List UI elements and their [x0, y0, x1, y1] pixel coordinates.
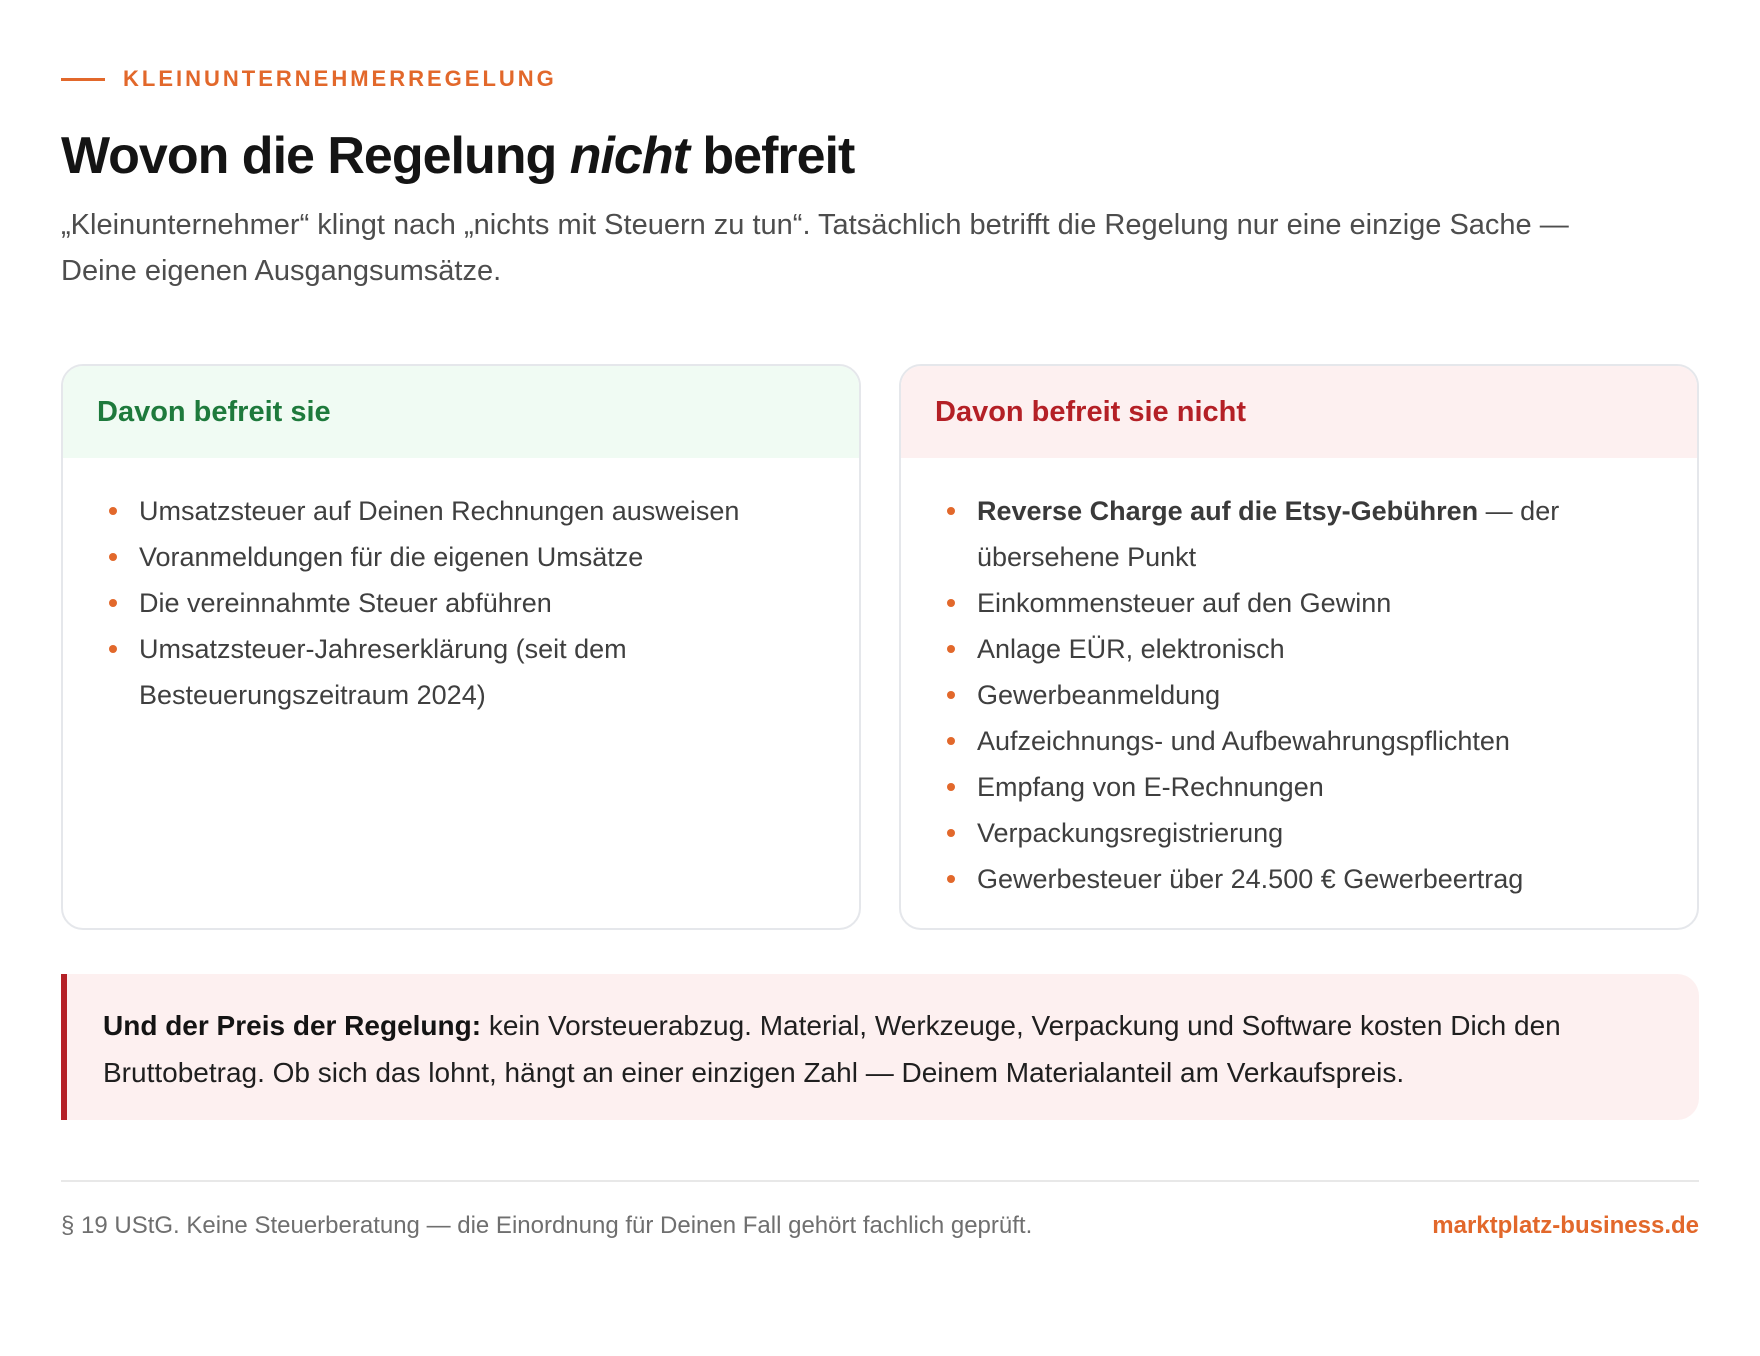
list-item [945, 764, 1657, 810]
list-item [107, 626, 819, 718]
list-item [107, 534, 819, 580]
title-emphasis: nicht [569, 127, 689, 185]
subtitle: „Kleinunternehmer“ klingt nach „nichts mit Steuern zu tun“. Tatsächlich betrifft die Regelung nur eine einzige Sache — Deine eigenen Ausgangsumsätze. [61, 209, 1569, 287]
bullet-icon [947, 737, 955, 745]
footer-brand-link[interactable]: marktplatz-business.de [1432, 1212, 1699, 1239]
list-item [945, 626, 1657, 672]
footer [61, 1212, 1699, 1240]
list-item-text: Umsatzsteuer auf Deinen Rechnungen ausweisen [139, 496, 740, 526]
comparison-cards [61, 364, 1699, 930]
callout-text: kein Vorsteuerabzug. Material, Werkzeuge, Verpackung und Software kosten Dich den Bruttobetrag. Ob sich das lohnt, hängt an einer einzigen Zahl — Deinem Materialanteil am Verkaufspreis. [103, 1010, 1561, 1088]
list-item [107, 488, 819, 534]
title-after: befreit [688, 127, 855, 185]
price-callout [61, 974, 1699, 1120]
list-item-text: Verpackungsregistrierung [977, 818, 1284, 848]
list-item [945, 810, 1657, 856]
list-item-bold: Reverse Charge auf die Etsy-Gebühren [977, 496, 1479, 526]
eyebrow-line [61, 78, 105, 81]
callout-bold: Und der Preis der Regelung: [103, 1010, 482, 1041]
bullet-icon [109, 507, 117, 515]
list-item-text: Empfang von E-Rechnungen [977, 772, 1324, 802]
card-not-exempt-list [901, 458, 1697, 902]
title-before: Wovon die Regelung [61, 127, 570, 185]
card-exempt-heading: Davon befreit sie [63, 366, 859, 458]
list-item [945, 488, 1657, 580]
bullet-icon [109, 599, 117, 607]
bullet-icon [947, 783, 955, 791]
list-item [945, 718, 1657, 764]
list-item-text: Die vereinnahmte Steuer abführen [139, 588, 552, 618]
footer-divider [61, 1180, 1699, 1182]
list-item [945, 856, 1657, 902]
eyebrow-label: KLEINUNTERNEHMERREGELUNG [123, 66, 557, 91]
list-item-text: Gewerbeanmeldung [977, 680, 1221, 710]
bullet-icon [947, 691, 955, 699]
bullet-icon [947, 507, 955, 515]
list-item-text: Einkommensteuer auf den Gewinn [977, 588, 1392, 618]
bullet-icon [109, 553, 117, 561]
card-exempt-list [63, 458, 859, 718]
list-item-text: — der übersehene Punkt [977, 496, 1560, 572]
page-title [61, 124, 1699, 188]
card-not-exempt-heading: Davon befreit sie nicht [901, 366, 1697, 458]
bullet-icon [109, 645, 117, 653]
list-item [945, 580, 1657, 626]
list-item-text: Umsatzsteuer-Jahreserklärung (seit dem Besteuerungszeitraum 2024) [139, 634, 627, 710]
bullet-icon [947, 875, 955, 883]
bullet-icon [947, 645, 955, 653]
list-item-text: Aufzeichnungs- und Aufbewahrungspflichten [977, 726, 1510, 756]
card-exempt [61, 364, 861, 930]
eyebrow [61, 62, 1699, 96]
list-item-text: Gewerbesteuer über 24.500 € Gewerbeertrag [977, 864, 1524, 894]
list-item-text: Anlage EÜR, elektronisch [977, 634, 1285, 664]
list-item [107, 580, 819, 626]
footer-disclaimer: § 19 UStG. Keine Steuerberatung — die Einordnung für Deinen Fall gehört fachlich geprüft. [61, 1212, 1033, 1239]
bullet-icon [947, 599, 955, 607]
bullet-icon [947, 829, 955, 837]
card-not-exempt [899, 364, 1699, 930]
list-item [945, 672, 1657, 718]
list-item-text: Voranmeldungen für die eigenen Umsätze [139, 542, 644, 572]
